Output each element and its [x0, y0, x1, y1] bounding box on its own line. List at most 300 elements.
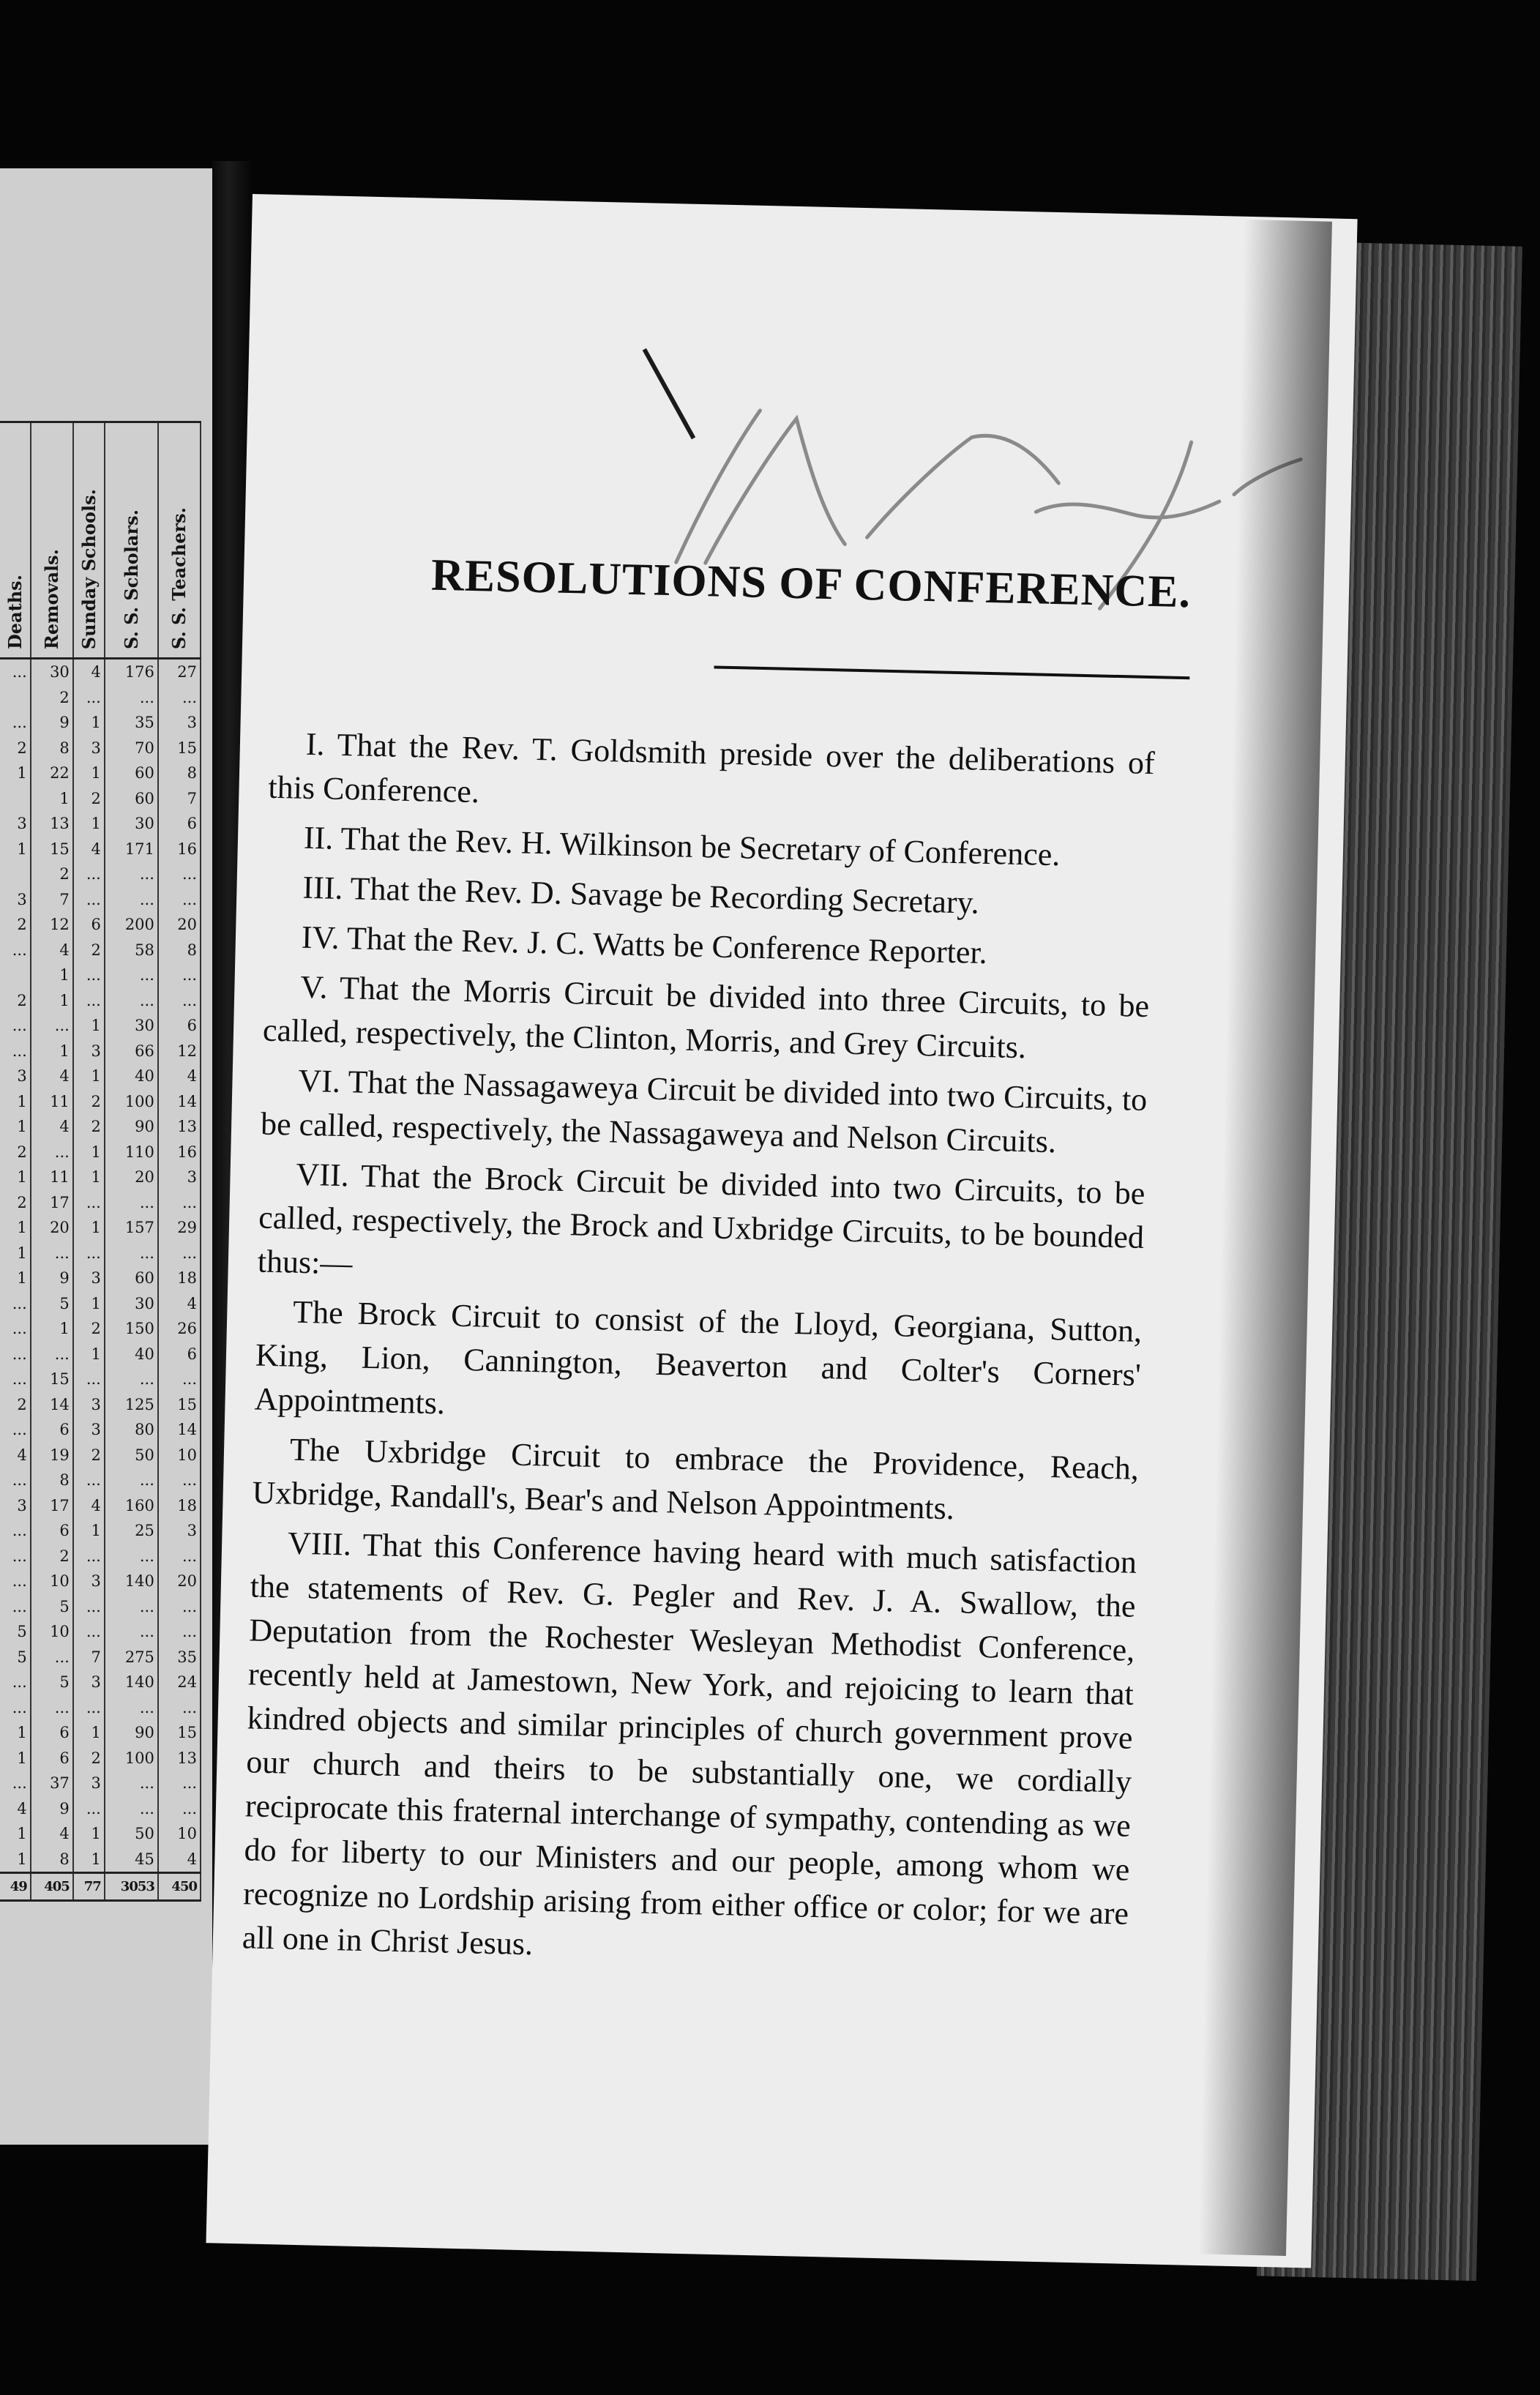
table-cell: 4: [31, 1821, 73, 1847]
table-cell: 1: [73, 761, 105, 786]
table-cell: ...: [73, 1796, 105, 1822]
table-cell: ...: [105, 1367, 158, 1392]
table-row: [0, 1039, 201, 1064]
table-cell: ...: [73, 1594, 105, 1620]
table-cell: 1: [0, 1847, 31, 1873]
table-cell: 8: [31, 736, 73, 761]
table-cell: 4: [0, 1443, 31, 1468]
table-cell: ...: [73, 887, 105, 913]
table-cell: 6: [31, 1417, 73, 1443]
table-cell: ...: [158, 1468, 201, 1493]
table-cell: 3: [158, 1165, 201, 1190]
table-row: [0, 1140, 201, 1165]
table-row: [0, 1392, 201, 1418]
table-cell: 15: [158, 736, 201, 761]
table-cell: 5: [31, 1291, 73, 1317]
table-cell: 3: [73, 1392, 105, 1418]
table-cell: 24: [158, 1670, 201, 1695]
table-cell: 90: [105, 1720, 158, 1746]
table-cell: 22: [31, 761, 73, 786]
table-cell: 13: [31, 811, 73, 837]
table-cell: 1: [0, 837, 31, 862]
table-cell: 4: [158, 1847, 201, 1873]
table-cell: 2: [0, 912, 31, 938]
table-cell: ...: [73, 963, 105, 988]
table-cell: ...: [105, 887, 158, 913]
table-cell: 9: [31, 1266, 73, 1291]
table-row: [0, 1847, 201, 1873]
table-cell: 2: [73, 938, 105, 963]
table-cell: 4: [158, 1064, 201, 1089]
table-row: [0, 1165, 201, 1190]
table-cell: 40: [105, 1064, 158, 1089]
table-cell: 80: [105, 1417, 158, 1443]
table-cell: 8: [158, 761, 201, 786]
table-cell: 1: [73, 1215, 105, 1241]
table-row: [0, 1518, 201, 1544]
table-cell: 4: [73, 1493, 105, 1519]
table-cell: 4: [31, 938, 73, 963]
table-cell: 37: [31, 1771, 73, 1796]
table-cell: 7: [158, 786, 201, 812]
table-row: [0, 988, 201, 1014]
table-cell: 50: [105, 1443, 158, 1468]
table-cell: 1: [31, 1316, 73, 1342]
table-cell: ...: [0, 1771, 31, 1796]
statistics-column-header-label: S. S. Teachers.: [168, 507, 190, 649]
table-cell: 8: [31, 1847, 73, 1873]
table-cell: ...: [0, 710, 31, 736]
table-cell: ...: [158, 1544, 201, 1569]
table-cell: ...: [0, 1316, 31, 1342]
table-row: [0, 710, 201, 736]
table-cell: ...: [0, 938, 31, 963]
table-cell: 1: [0, 1089, 31, 1115]
table-cell: ...: [105, 862, 158, 887]
table-cell: 150: [105, 1316, 158, 1342]
table-cell: 1: [73, 710, 105, 736]
table-cell: 176: [105, 659, 158, 685]
table-cell: ...: [31, 1013, 73, 1039]
resolution-paragraph: III. That the Rev. D. Savage be Recording Secretary.: [302, 869, 980, 921]
table-cell: ...: [0, 1695, 31, 1721]
statistics-column-header-label: Removals.: [41, 548, 63, 649]
resolution-paragraph: The Uxbridge Circuit to embrace the Providence, Reach, Uxbridge, Randall's, Bear's and Nelson Appointments.: [252, 1431, 1140, 1527]
statistics-body: [0, 659, 201, 1901]
statistics-column-header-label: Sunday Schools.: [78, 488, 100, 649]
table-row: [0, 1594, 201, 1620]
table-cell: 10: [158, 1443, 201, 1468]
table-cell: 17: [31, 1190, 73, 1216]
table-cell: 2: [73, 1114, 105, 1140]
table-cell: ...: [31, 1342, 73, 1367]
table-cell: 12: [158, 1039, 201, 1064]
table-cell: 1: [0, 1241, 31, 1266]
table-cell: 1: [73, 1518, 105, 1544]
table-cell: [0, 862, 31, 887]
table-cell: 3: [0, 811, 31, 837]
table-cell: 2: [73, 1746, 105, 1771]
table-cell: 15: [31, 1367, 73, 1392]
resolution-paragraph: VIII. That this Conference having heard with much satisfaction the statements of Rev. G. Pegler and Rev. J. A. Swallow, the Deputation from the Rochester Wesleyan Methodist Conference, recently held at Jamestown, New York, and rejoicing to learn that kindred objects and similar principles of church government prove our church and theirs to be substantially one, we cordially reciprocate this fraternal interchange of sympathy, contending as we do for liberty to our Ministers and our people, among whom we recognize no Lordship arising from either office or color; for we are all one in Christ Jesus.: [242, 1525, 1137, 1962]
table-cell: 60: [105, 786, 158, 812]
table-cell: 70: [105, 736, 158, 761]
table-row: [0, 912, 201, 938]
table-row: [0, 963, 201, 988]
table-row: [0, 1569, 201, 1594]
table-cell: 6: [31, 1720, 73, 1746]
table-cell: ...: [158, 685, 201, 711]
table-cell: ...: [0, 1039, 31, 1064]
statistics-column-header-label: Deaths.: [4, 574, 26, 649]
table-cell: 15: [31, 837, 73, 862]
table-cell: 3: [73, 736, 105, 761]
table-cell: 3: [0, 1493, 31, 1519]
resolution-paragraph: VII. That the Brock Circuit be divided into two Circuits, to be called, respectively, the Brock and Uxbridge Circuits, to be bounded thus:—: [257, 1156, 1145, 1282]
table-cell: 8: [158, 938, 201, 963]
table-cell: ...: [105, 963, 158, 988]
table-row: [0, 862, 201, 887]
table-cell: 6: [158, 1013, 201, 1039]
table-cell: ...: [105, 1468, 158, 1493]
table-cell: 11: [31, 1165, 73, 1190]
table-cell: 60: [105, 1266, 158, 1291]
table-cell: 50: [105, 1821, 158, 1847]
table-row: [0, 1291, 201, 1317]
table-cell: ...: [158, 988, 201, 1014]
table-cell: 3: [0, 1064, 31, 1089]
table-cell: 14: [158, 1417, 201, 1443]
statistics-column-header: [105, 422, 158, 659]
table-cell: 1: [73, 1064, 105, 1089]
table-cell: 30: [105, 1291, 158, 1317]
table-cell: ...: [105, 1796, 158, 1822]
statistics-column-header-label: S. S. Scholars.: [120, 509, 142, 649]
table-cell: ...: [158, 1771, 201, 1796]
statistics-header-row: [0, 422, 201, 659]
table-cell: 11: [31, 1089, 73, 1115]
statistics-column-header: [0, 422, 31, 659]
table-cell: 100: [105, 1089, 158, 1115]
table-cell: 17: [31, 1493, 73, 1519]
table-row: [0, 761, 201, 786]
table-cell: 2: [31, 862, 73, 887]
table-row: [0, 1316, 201, 1342]
table-cell: 140: [105, 1569, 158, 1594]
table-cell: 29: [158, 1215, 201, 1241]
title-rule: [714, 665, 1189, 679]
table-row: [0, 1114, 201, 1140]
table-cell: ...: [158, 963, 201, 988]
table-cell: 2: [0, 736, 31, 761]
table-row: [0, 1544, 201, 1569]
table-row: [0, 1064, 201, 1089]
resolution-paragraph: I. That the Rev. T. Goldsmith preside over the deliberations of this Conference.: [268, 725, 1156, 810]
table-cell: ...: [0, 1544, 31, 1569]
resolution-paragraph: IV. That the Rev. J. C. Watts be Conference Reporter.: [301, 919, 988, 971]
table-cell: 35: [158, 1645, 201, 1670]
table-cell: 5: [0, 1619, 31, 1645]
totals-row: [0, 1873, 201, 1901]
table-cell: 25: [105, 1518, 158, 1544]
table-row: [0, 1266, 201, 1291]
table-cell: ...: [0, 1569, 31, 1594]
table-cell: 18: [158, 1493, 201, 1519]
table-cell: ...: [73, 685, 105, 711]
table-cell: 1: [73, 811, 105, 837]
resolution-paragraph: The Brock Circuit to consist of the Lloyd, Georgiana, Sutton, King, Lion, Cannington, Beaverton and Colter's Corners' Appointments.: [254, 1293, 1143, 1421]
table-cell: 6: [158, 1342, 201, 1367]
table-cell: ...: [158, 1796, 201, 1822]
table-cell: 90: [105, 1114, 158, 1140]
table-row: [0, 1493, 201, 1519]
table-cell: ...: [105, 1594, 158, 1620]
table-cell: ...: [0, 1342, 31, 1367]
table-cell: ...: [0, 1291, 31, 1317]
table-cell: 35: [105, 710, 158, 736]
table-cell: 1: [0, 1114, 31, 1140]
table-cell: 3: [0, 887, 31, 913]
table-cell: ...: [0, 1518, 31, 1544]
table-cell: 1: [73, 1821, 105, 1847]
table-row: [0, 1771, 201, 1796]
table-cell: ...: [73, 1468, 105, 1493]
table-row: [0, 1215, 201, 1241]
table-cell: ...: [73, 1241, 105, 1266]
table-cell: 125: [105, 1392, 158, 1418]
table-cell: 27: [158, 659, 201, 685]
table-row: [0, 1241, 201, 1266]
table-cell: ...: [73, 1367, 105, 1392]
statistics-column-header: [158, 422, 201, 659]
table-cell: 5: [31, 1594, 73, 1620]
table-cell: ...: [73, 1619, 105, 1645]
table-cell: 12: [31, 912, 73, 938]
table-cell: ...: [105, 1695, 158, 1721]
table-cell: ...: [158, 862, 201, 887]
table-cell: 2: [31, 685, 73, 711]
table-cell: [0, 786, 31, 812]
table-cell: 10: [31, 1619, 73, 1645]
table-cell: 1: [0, 1165, 31, 1190]
table-cell: 1: [73, 1140, 105, 1165]
table-cell: 66: [105, 1039, 158, 1064]
table-row: [0, 1468, 201, 1493]
table-cell: 30: [105, 811, 158, 837]
table-row: [0, 1089, 201, 1115]
table-row: [0, 1443, 201, 1468]
table-cell: 2: [31, 1544, 73, 1569]
table-cell: 1: [31, 786, 73, 812]
table-cell: 1: [73, 1165, 105, 1190]
total-cell: 450: [158, 1873, 201, 1901]
table-cell: ...: [158, 1594, 201, 1620]
total-cell: 405: [31, 1873, 73, 1901]
statistics-column-header: [31, 422, 73, 659]
table-cell: 1: [0, 1746, 31, 1771]
table-cell: 4: [31, 1064, 73, 1089]
table-cell: ...: [31, 1241, 73, 1266]
table-cell: 14: [31, 1392, 73, 1418]
table-cell: 15: [158, 1720, 201, 1746]
table-cell: 2: [73, 1443, 105, 1468]
table-cell: 275: [105, 1645, 158, 1670]
table-cell: 6: [31, 1518, 73, 1544]
table-cell: 200: [105, 912, 158, 938]
table-row: [0, 1720, 201, 1746]
table-cell: ...: [73, 862, 105, 887]
table-cell: ...: [158, 1619, 201, 1645]
table-cell: 20: [158, 1569, 201, 1594]
page-title: RESOLUTIONS OF CONFERENCE.: [430, 550, 1192, 618]
right-page: [206, 194, 1357, 2268]
table-cell: 4: [0, 1796, 31, 1822]
table-cell: 2: [73, 1316, 105, 1342]
table-cell: 100: [105, 1746, 158, 1771]
table-row: [0, 887, 201, 913]
table-cell: 45: [105, 1847, 158, 1873]
table-row: [0, 1367, 201, 1392]
resolution-paragraph: II. That the Rev. H. Wilkinson be Secretary of Conference.: [303, 819, 1061, 873]
table-cell: ...: [158, 1695, 201, 1721]
table-row: [0, 736, 201, 761]
table-cell: 16: [158, 1140, 201, 1165]
table-cell: 3: [158, 1518, 201, 1544]
table-cell: 2: [0, 1140, 31, 1165]
table-row: [0, 837, 201, 862]
table-cell: ...: [0, 1417, 31, 1443]
table-cell: 1: [31, 963, 73, 988]
table-cell: 5: [31, 1670, 73, 1695]
table-cell: ...: [0, 1468, 31, 1493]
table-cell: ...: [105, 1619, 158, 1645]
table-cell: 1: [31, 1039, 73, 1064]
table-cell: 1: [0, 1720, 31, 1746]
table-cell: 7: [31, 887, 73, 913]
table-row: [0, 1695, 201, 1721]
table-cell: 2: [0, 988, 31, 1014]
table-cell: ...: [73, 988, 105, 1014]
table-cell: ...: [0, 1367, 31, 1392]
table-cell: 6: [31, 1746, 73, 1771]
table-cell: ...: [158, 887, 201, 913]
table-cell: 40: [105, 1342, 158, 1367]
table-cell: 60: [105, 761, 158, 786]
table-cell: ...: [105, 685, 158, 711]
table-row: [0, 659, 201, 685]
table-cell: 9: [31, 710, 73, 736]
left-page-fragment: [0, 168, 212, 2145]
table-cell: 20: [105, 1165, 158, 1190]
table-cell: [0, 685, 31, 711]
table-cell: 13: [158, 1746, 201, 1771]
table-cell: ...: [0, 1013, 31, 1039]
table-cell: 30: [105, 1013, 158, 1039]
table-cell: ...: [0, 659, 31, 685]
table-cell: ...: [0, 1670, 31, 1695]
table-cell: 110: [105, 1140, 158, 1165]
table-cell: ...: [105, 988, 158, 1014]
table-cell: 4: [31, 1114, 73, 1140]
table-cell: ...: [158, 1367, 201, 1392]
table-cell: 1: [31, 988, 73, 1014]
table-cell: 3: [73, 1417, 105, 1443]
table-cell: ...: [158, 1190, 201, 1216]
table-cell: 2: [73, 1089, 105, 1115]
table-cell: 1: [0, 1266, 31, 1291]
table-cell: ...: [0, 1594, 31, 1620]
table-cell: [0, 963, 31, 988]
table-cell: 3: [73, 1039, 105, 1064]
table-row: [0, 938, 201, 963]
table-cell: 1: [0, 1821, 31, 1847]
table-cell: 2: [0, 1190, 31, 1216]
table-cell: 1: [73, 1291, 105, 1317]
table-cell: 3: [73, 1569, 105, 1594]
table-row: [0, 1013, 201, 1039]
table-cell: ...: [105, 1190, 158, 1216]
table-cell: 4: [73, 837, 105, 862]
table-cell: 13: [158, 1114, 201, 1140]
statistics-table: [0, 421, 201, 1902]
table-row: [0, 1796, 201, 1822]
resolutions-body: [242, 722, 1155, 1986]
table-cell: 16: [158, 837, 201, 862]
table-row: [0, 1821, 201, 1847]
table-cell: 1: [73, 1720, 105, 1746]
table-row: [0, 1670, 201, 1695]
table-cell: 20: [158, 912, 201, 938]
table-cell: 9: [31, 1796, 73, 1822]
table-cell: 18: [158, 1266, 201, 1291]
table-cell: 1: [0, 761, 31, 786]
table-cell: 3: [73, 1670, 105, 1695]
statistics-column-header: [73, 422, 105, 659]
table-cell: 160: [105, 1493, 158, 1519]
table-row: [0, 1190, 201, 1216]
table-cell: ...: [73, 1190, 105, 1216]
table-cell: 15: [158, 1392, 201, 1418]
table-cell: 7: [73, 1645, 105, 1670]
table-cell: 1: [73, 1013, 105, 1039]
table-cell: 1: [73, 1847, 105, 1873]
table-cell: 8: [31, 1468, 73, 1493]
table-row: [0, 1619, 201, 1645]
table-cell: 10: [31, 1569, 73, 1594]
total-cell: 49: [0, 1873, 31, 1901]
total-cell: 3053: [105, 1873, 158, 1901]
table-cell: ...: [73, 1695, 105, 1721]
table-cell: 26: [158, 1316, 201, 1342]
table-cell: 6: [158, 811, 201, 837]
table-cell: 58: [105, 938, 158, 963]
table-cell: 2: [73, 786, 105, 812]
resolution-paragraph: VI. That the Nassagaweya Circuit be divided into two Circuits, to be called, respectively, the Nassagaweya and Nelson Circuits.: [260, 1062, 1148, 1160]
table-cell: 171: [105, 837, 158, 862]
table-cell: 30: [31, 659, 73, 685]
table-row: [0, 786, 201, 812]
table-cell: ...: [105, 1544, 158, 1569]
table-cell: 6: [73, 912, 105, 938]
table-cell: 5: [0, 1645, 31, 1670]
table-cell: 4: [73, 659, 105, 685]
table-cell: 157: [105, 1215, 158, 1241]
table-row: [0, 1746, 201, 1771]
table-cell: ...: [105, 1241, 158, 1266]
table-cell: 20: [31, 1215, 73, 1241]
table-cell: 2: [0, 1392, 31, 1418]
table-cell: 1: [73, 1342, 105, 1367]
